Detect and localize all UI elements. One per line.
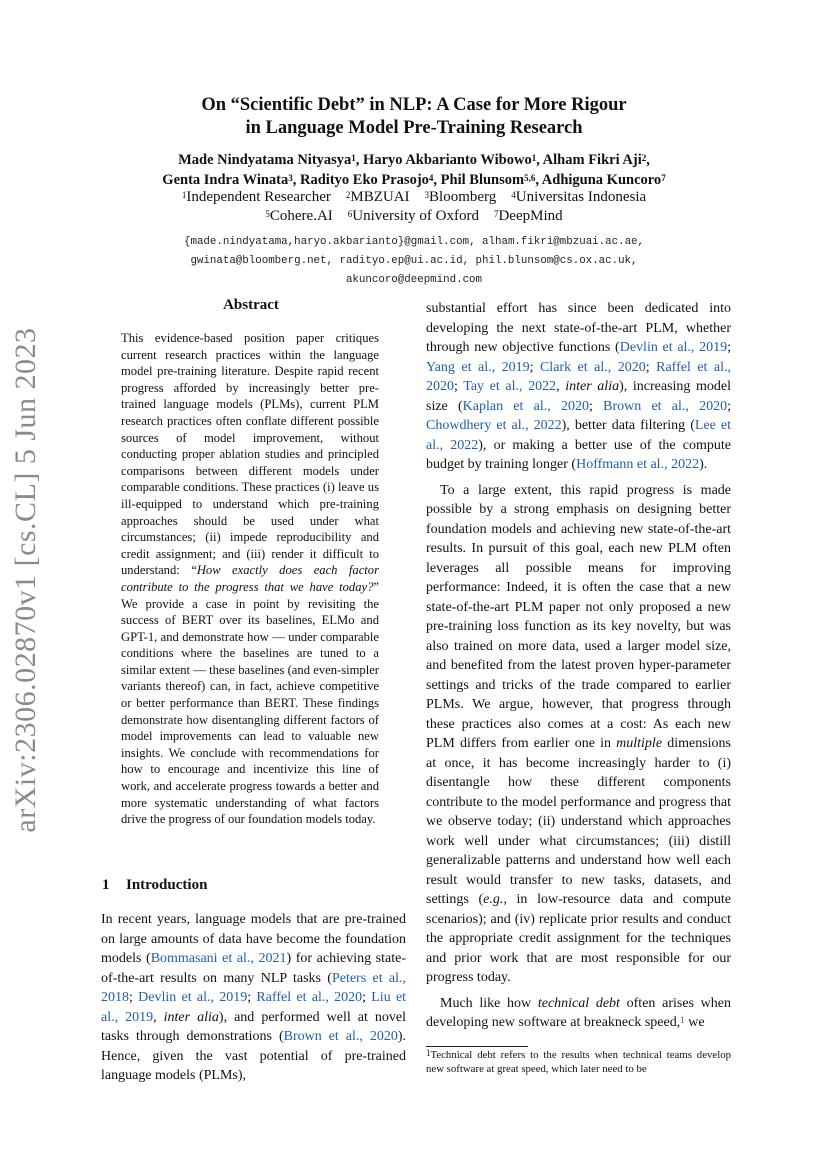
author-name: Adhiguna Kuncoro bbox=[541, 172, 662, 188]
abstract-heading: Abstract bbox=[223, 297, 279, 313]
affil-mark: 1 bbox=[181, 190, 187, 200]
body-text: Much like how bbox=[440, 995, 538, 1011]
body-text: ). bbox=[699, 457, 708, 472]
body-text: , bbox=[153, 1009, 164, 1025]
body-text: substantial effort has since been dedicated into developing the next state-of-the-art PLM, whether through new objective functions ( bbox=[426, 301, 731, 355]
affiliation: Bloomberg bbox=[429, 189, 497, 205]
author-name: Genta Indra Winata bbox=[162, 172, 289, 188]
body-paragraph bbox=[426, 994, 731, 1033]
abstract-body bbox=[121, 330, 379, 828]
affiliation: Universitas Indonesia bbox=[515, 189, 647, 205]
citation-link[interactable]: Liu et al., 2019 bbox=[101, 990, 407, 1025]
arxiv-stamp bbox=[6, 327, 46, 833]
citation-link[interactable]: Raffel et al., 2020 bbox=[256, 990, 363, 1005]
body-text: we bbox=[684, 1015, 705, 1030]
body-text: ). Hence, given the vast potential of pre-trained language models (PLMs), bbox=[101, 1029, 406, 1083]
intro-paragraph bbox=[101, 910, 406, 1086]
affiliation: DeepMind bbox=[498, 208, 563, 224]
author-name: Haryo Akbarianto Wibowo bbox=[363, 152, 532, 168]
author-name: Phil Blunsom bbox=[440, 172, 525, 188]
affil-mark: 2 bbox=[345, 190, 351, 200]
citation-link[interactable]: Yang et al., 2019 bbox=[426, 359, 530, 375]
body-text: ), increasing model size ( bbox=[426, 379, 732, 414]
body-text: often arises when developing new software at breakneck speed, bbox=[426, 995, 731, 1030]
italic-text: multiple bbox=[616, 736, 663, 751]
right-column bbox=[426, 299, 731, 1033]
italic-text: technical debt bbox=[537, 995, 620, 1011]
title-line-1: On “Scientific Debt” in NLP: A Case for More Rigour bbox=[201, 95, 627, 115]
body-text: ), better data filtering ( bbox=[561, 418, 695, 433]
affiliation: Cohere.AI bbox=[269, 208, 333, 224]
author-affil-mark: 7 bbox=[661, 173, 666, 183]
email-line: {made.nindyatama,haryo.akbarianto}@gmail.com, alham.fikri@mbzuai.ac.ae, bbox=[183, 236, 645, 248]
affil-mark: 4 bbox=[511, 190, 516, 200]
author-name: Alham Fikri Aji bbox=[542, 152, 642, 168]
affiliation: MBZUAI bbox=[350, 189, 410, 205]
abstract-question: How exactly does each factor contribute to the progress that we have today? bbox=[121, 563, 380, 594]
body-paragraph bbox=[426, 481, 731, 988]
section-title: Introduction bbox=[126, 877, 208, 893]
body-text: ; bbox=[454, 379, 464, 394]
footnote-marker[interactable]: 1 bbox=[680, 1015, 685, 1025]
citation-link[interactable]: Devlin et al., 2019 bbox=[138, 990, 248, 1005]
italic-text: inter alia bbox=[163, 1009, 219, 1025]
body-text: ), or making a better use of the compute budget by training longer ( bbox=[426, 437, 731, 472]
arxiv-identifier: arXiv:2306.02870v1 [cs.CL] 5 Jun 2023 bbox=[9, 327, 42, 833]
author-emails bbox=[100, 233, 728, 290]
body-text: ), and performed well at novel tasks through demonstrations ( bbox=[101, 1009, 406, 1044]
footnote-divider bbox=[426, 1046, 528, 1047]
citation-link[interactable]: Tay et al., 2022 bbox=[463, 379, 557, 394]
body-text: ; bbox=[645, 359, 657, 375]
body-text: ; bbox=[129, 990, 139, 1005]
italic-text: inter alia bbox=[565, 379, 620, 394]
affiliation: University of Oxford bbox=[352, 208, 479, 224]
author-affil-mark: 4 bbox=[428, 173, 434, 183]
body-text: ; bbox=[362, 990, 372, 1005]
citation-link[interactable]: Bommasani et al., 2021 bbox=[150, 951, 287, 966]
body-text: ; bbox=[727, 340, 732, 355]
italic-text: e.g., bbox=[483, 892, 507, 907]
body-text: in low-resource data and compute scenarios); and (iv) replicate prior results and conduct the appropriate credit assignment for the techniques and prior work that are most responsible for our progress today. bbox=[426, 892, 731, 985]
affiliation: Independent Researcher bbox=[186, 189, 331, 205]
section-heading bbox=[102, 877, 207, 894]
body-text: ; bbox=[529, 359, 540, 375]
body-paragraph bbox=[426, 299, 731, 475]
affiliation-list bbox=[100, 188, 728, 226]
author-affil-mark: 5,6 bbox=[524, 173, 536, 183]
affil-mark: 7 bbox=[493, 209, 499, 219]
abstract-text: This evidence-based position paper critiques current research practices within the language model pre-training literature. Despite rapid recent progress afforded by increasingly better pre-trained language models (PLMs), current PLM research practices often conflate different possible sources of model improvement, without conducting proper ablation studies and principled comparisons between different models under comparable conditions. These practices (i) leave us ill-equipped to understand which pre-training approaches should be used under what circumstances; (ii) impede reproducibility and credit assignment; and (iii) render it difficult to understand: “ bbox=[121, 331, 379, 578]
body-text: , bbox=[556, 379, 566, 394]
body-text: ; bbox=[727, 398, 731, 414]
citation-link[interactable]: Brown et al., 2020 bbox=[603, 398, 728, 414]
citation-link[interactable]: Lee et al., 2022 bbox=[426, 418, 732, 453]
citation-link[interactable]: Chowdhery et al., 2022 bbox=[426, 418, 562, 433]
abstract-text: ” We provide a case in point by revisiting the success of BERT over its baselines, ELMo and GPT-1, and demonstrate how — under comparable conditions where the baselines are tuned to a similar extent — these baselines (and even-simpler variants thereof) can, in fact, achieve competitive or better performance than BERT. These findings demonstrate how disentangling different factors of model improvements can lead to valuable new insights. We conclude with recommendations for how to encourage and incentivize this line of work, and accelerate progress towards a better and more systematic understanding of what factors drive the progress of our foundation models today. bbox=[121, 579, 379, 827]
body-text: ; bbox=[247, 990, 257, 1005]
affil-mark: 6 bbox=[347, 209, 353, 219]
title-line-2: in Language Model Pre-Training Research bbox=[245, 118, 583, 138]
affil-mark: 5 bbox=[265, 209, 270, 219]
author-name: Radityo Eko Prasojo bbox=[300, 172, 429, 188]
section-number: 1 bbox=[102, 877, 110, 893]
author-affil-mark: 1 bbox=[351, 153, 356, 163]
author-affil-mark: 3 bbox=[288, 173, 293, 183]
footnote-text: Technical debt refers to the results when technical teams develop new software at great speed, which later need to be bbox=[426, 1049, 731, 1075]
body-text: dimensions at once, it has become increasingly harder to (i) disentangle how these different components contribute to the model performance and progress that we observe today; (ii) understand which approaches work well under what circumstances; (iii) distill generalizable patterns and understand how well each result would transfer to new tasks, datasets, and settings ( bbox=[426, 736, 731, 907]
author-affil-mark: 1 bbox=[531, 153, 537, 163]
body-text: ) for achieving state-of-the-art results on many NLP tasks ( bbox=[101, 951, 406, 986]
citation-link[interactable]: Hoffmann et al., 2022 bbox=[576, 457, 700, 472]
footnote bbox=[426, 1049, 731, 1076]
body-text: In recent years, language models that are pre-trained on large amounts of data have become the foundation models ( bbox=[101, 912, 406, 966]
citation-link[interactable]: Clark et al., 2020 bbox=[539, 359, 646, 375]
citation-link[interactable]: Brown et al., 2020 bbox=[283, 1029, 398, 1044]
author-list: Made Nindyatama Nityasya$^1$, Haryo Akbarianto Wibowo$^1$, Alham Fikri Aji$^2$, Genta Indra Winata$^3$, Radityo Eko Prasojo$^4$, Phil Blunsom$^{5,6}$, Adhiguna Kuncoro$^7$ bbox=[162, 152, 666, 188]
citation-link[interactable]: Kaplan et al., 2020 bbox=[462, 398, 589, 414]
paper-title bbox=[100, 94, 728, 140]
author-affil-mark: 2 bbox=[641, 153, 647, 163]
author-name: Made Nindyatama Nityasya bbox=[178, 152, 352, 168]
email-line: akuncoro@deepmind.com bbox=[345, 274, 483, 286]
citation-link[interactable]: Devlin et al., 2019 bbox=[619, 340, 728, 355]
body-text: To a large extent, this rapid progress is made possible by a strong emphasis on designing better foundation models and achieving new state-of-the-art results. In pursuit of this goal, each new PLM often leverages all possible means for improving performance: Indeed, it is often the case that a new state-of-the-art PLM paper not only proposed a new pre-training loss function as its key novelty, but was also trained on more data, used a larger model size, and benefited from the latest proven hyper-parameter settings and tricks of the trade compared to earlier PLMs. We argue, however, that progress through these practices also comes at a cost: As each new PLM differs from earlier one in bbox=[426, 482, 731, 751]
citation-link[interactable]: Peters et al., 2018 bbox=[101, 970, 406, 1005]
citation-link[interactable]: Raffel et al., 2020 bbox=[426, 359, 732, 394]
email-line: gwinata@bloomberg.net, radityo.ep@ui.ac.id, phil.blunsom@cs.ox.ac.uk, bbox=[190, 255, 638, 267]
body-text: ; bbox=[588, 398, 604, 414]
footnote-number: 1 bbox=[426, 1048, 431, 1058]
affil-mark: 3 bbox=[424, 190, 430, 200]
